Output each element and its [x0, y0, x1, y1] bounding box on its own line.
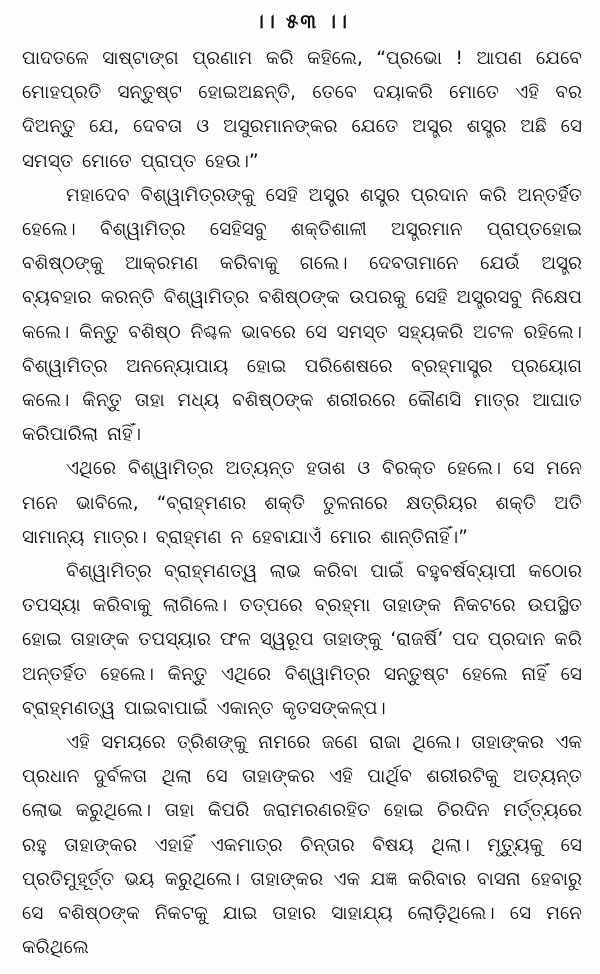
paragraph-5: ଏହି ସମୟରେ ତ୍ରିଶଙ୍କୁ ନାମରେ ଜଣେ ରାଜା ଥିଲେ। ତାହାଙ୍କର ଏକ ପ୍ରଧାନ ଦୁର୍ବଳତା ଥିଲା ସେ ତାହାଙ୍କର ଏହି ପାର୍ଥିବ ଶରୀରଟିକୁ ଅତ୍ୟନ୍ତ ଲୋଭ କରୁଥିଲେ। ତାହା କିପରି ଜରାମରଣରହିତ ହୋଇ ଚିରଦିନ ମର୍ତ୍ତ୍ୟରେ ରହୁ ତାହାଙ୍କର ଏହାହିଁ ଏକମାତ୍ର ଚିନ୍ତାର ବିଷୟ ଥିଲା। ମୃତ୍ୟୁକୁ ସେ ପ୍ରତିମୁହୂର୍ତ୍ତ ଭୟ କରୁଥିଲେ। ତାହାଙ୍କର ଏକ ଯଜ୍ଞ କରିବାର ବାସନା ହେବାରୁ ସେ ବଶିଷ୍ଠଙ୍କ ନିକଟକୁ ଯାଇ ତାହାର ସାହାଯ୍ୟ ଲୋଡ଼ିଥିଲେ। ସେ ମନେ କରିଥିଲେ — [22, 732, 582, 959]
paragraph-2: ମହାଦେବ ବିଶ୍ୱାମିତ୍ରଙ୍କୁ ସେହି ଅସ୍ତ୍ର ଶସ୍ତ୍ର ପ୍ରଦାନ କରି ଅନ୍ତର୍ହିତ ହେଲେ। ବିଶ୍ୱାମିତ୍ର ସେହିସବୁ ଶକ୍ତିଶାଳୀ ଅସ୍ତ୍ରମାନ ପ୍ରାପ୍ତହୋଇ ବଶିଷ୍ଠଙ୍କୁ ଆକ୍ରମଣ କରିବାକୁ ଗଲେ। ଦେବତାମାନେ ଯେଉଁ ଅସ୍ତ୍ର ବ୍ୟବହାର କରନ୍ତି ବିଶ୍ୱାମିତ୍ର ବଶିଷ୍ଠଙ୍କ ଉପରକୁ ସେହି ଅସ୍ତ୍ରସବୁ ନିକ୍ଷେପ କଲେ। କିନ୍ତୁ ବଶିଷ୍ଠ ନିଶ୍ଚଳ ଭାବରେ ସେ ସମସ୍ତ ସହ୍ୟକରି ଅଟଳ ରହିଲେ। ବିଶ୍ୱାମିତ୍ର ଅନନ୍ୟୋପାୟ ହୋଇ ପରିଶେଷରେ ବ୍ରହ୍ମାସ୍ତ୍ର ପ୍ରୟୋଗ କଲେ। କିନ୍ତୁ ତାହା ମଧ୍ୟ ବଶିଷ୍ଠଙ୍କ ଶରୀରରେ କୌଣସି ମାତ୍ର ଆଘାତ କରିପାରିଲା ନାହିଁ। — [22, 184, 582, 446]
page-number: ।। ୫୩ ।। — [254, 9, 350, 33]
paragraph-4: ବିଶ୍ୱାମିତ୍ର ବ୍ରାହ୍ମଣତ୍ୱ ଲାଭ କରିବା ପାଇଁ ବହୁବର୍ଷବ୍ୟାପୀ କଠୋର ତପସ୍ୟା କରିବାକୁ ଲାଗିଲେ। ତତ୍ପରେ ବ୍ରହ୍ମା ତାହାଙ୍କ ନିକଟରେ ଉପସ୍ଥିତ ହୋଇ ତାହାଙ୍କ ତପସ୍ୟାର ଫଳ ସ୍ୱରୂପ ତାହାଙ୍କୁ ‘ରାଜର୍ଷି’ ପଦ ପ୍ରଦାନ କରି ଅନ୍ତର୍ହିତ ହେଲେ। କିନ୍ତୁ ଏଥିରେ ବିଶ୍ୱାମିତ୍ର ସନ୍ତୁଷ୍ଟ ହେଲେ ନାହିଁ ସେ ବ୍ରାହ୍ମଣତ୍ୱ ପାଇବାପାଇଁ ଏକାନ୍ତ କୃତସଙ୍କଳ୍ପ। — [22, 561, 582, 719]
paragraph-1: ପାଦତଳେ ସାଷ୍ଟାଙ୍ଗ ପ୍ରଣାମ କରି କହିଲେ, “ପ୍ରଭୋ ! ଆପଣ ଯେବେ ମୋହପ୍ରତି ସନ୍ତୁଷ୍ଟ ହୋଇଅଛନ୍ତି, ତେବେ ଦୟାକରି ମୋତେ ଏହି ବର ଦିଅନ୍ତୁ ଯେ, ଦେବତା ଓ ଅସୁରମାନଙ୍କର ଯେତେ ଅସ୍ତ୍ର ଶସ୍ତ୍ର ଅଛି ସେ ସମସ୍ତ ମୋତେ ପ୍ରାପ୍ତ ହେଉ।” — [22, 48, 582, 172]
paragraph-3: ଏଥିରେ ବିଶ୍ୱାମିତ୍ର ଅତ୍ୟନ୍ତ ହତାଶ ଓ ବିରକ୍ତ ହେଲେ। ସେ ମନେ ମନେ ଭାବିଲେ, “ବ୍ରାହ୍ମଣର ଶକ୍ତି ତୁଳନାରେ କ୍ଷତ୍ରିୟର ଶକ୍ତି ଅତି ସାମାନ୍ୟ ମାତ୍ର। ବ୍ରାହ୍ମଣ ନ ହେବାଯାଏଁ ମୋର ଶାନ୍ତିନାହିଁ।” — [22, 458, 582, 548]
